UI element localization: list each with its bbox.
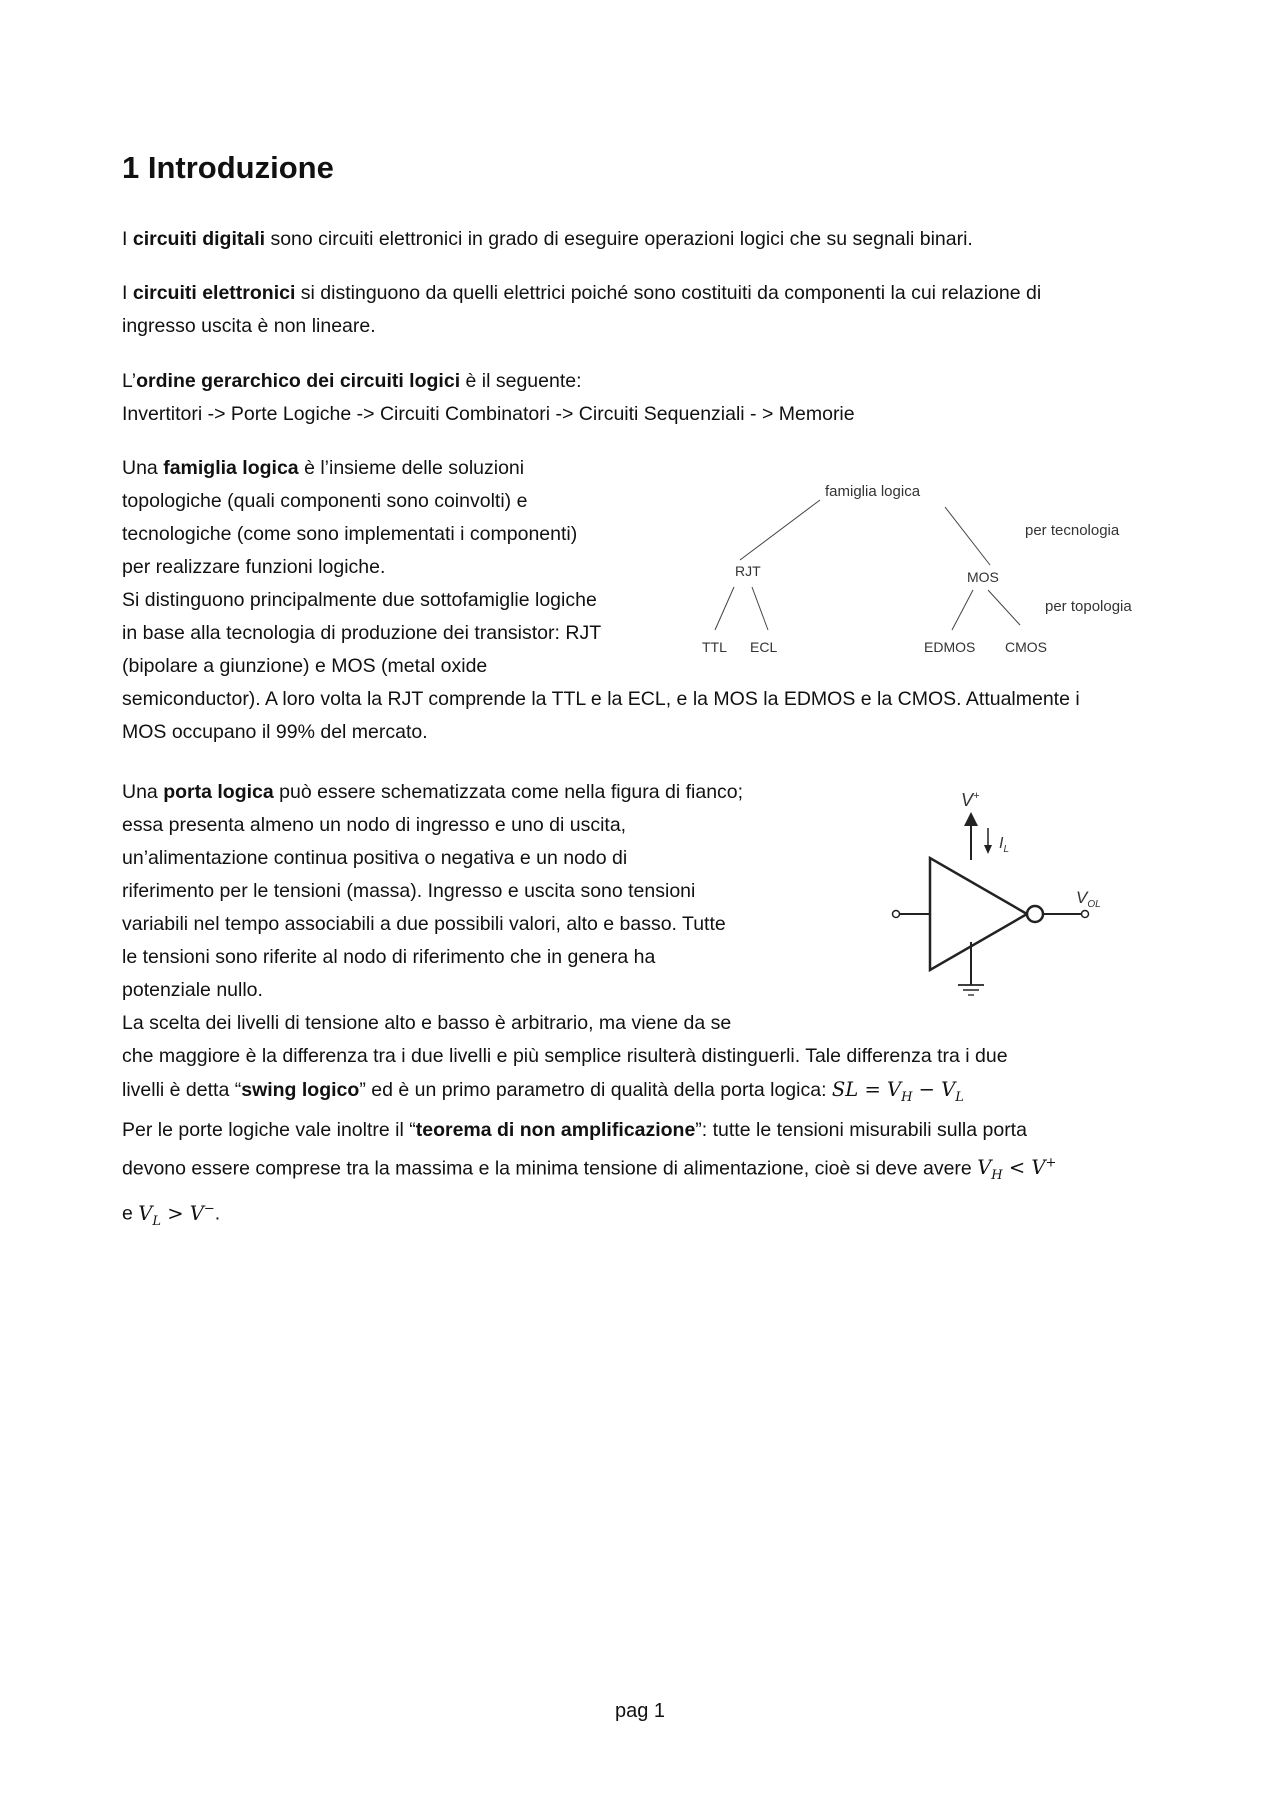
tree-edge [752, 587, 768, 630]
text: L’ [122, 370, 137, 392]
logic-family-tree-diagram [690, 475, 1170, 670]
text: Una [122, 457, 164, 479]
tree-edge [988, 590, 1020, 625]
text: e [122, 1202, 139, 1225]
vol-label: $V_{OL}$ [1076, 888, 1101, 910]
text: ”: tutte le tensioni misurabili sulla porta [695, 1118, 1027, 1141]
text: ” ed è un primo parametro di qualità della porta logica: [359, 1079, 832, 1101]
text: tecnologiche (come sono implementati i componenti) [122, 523, 578, 545]
text: semiconductor). A loro volta la RJT comprende la TTL e la ECL, e la MOS la EDMOS e la CMOS. Attualmente i [122, 688, 1080, 710]
supply-arrow-icon [964, 812, 978, 826]
text: in base alla tecnologia di produzione dei transistor: RJT [122, 622, 602, 644]
text: per realizzare funzioni logiche. [122, 556, 386, 578]
paragraph-ordine-gerarchico [122, 365, 1162, 431]
text: un’alimentazione continua positiva o negativa e un nodo di [122, 847, 628, 869]
input-node [893, 911, 900, 918]
text: Si distinguono principalmente due sottofamiglie logiche [122, 589, 597, 611]
tree-edge [740, 500, 820, 560]
tree-edge [945, 507, 990, 565]
tree-node-mos: MOS [967, 569, 999, 585]
text: riferimento per le tensioni (massa). Ingresso e uscita sono tensioni [122, 880, 696, 902]
text: I [122, 282, 133, 304]
tree-node-rjt: RJT [735, 563, 761, 579]
paragraph-circuiti-digitali [122, 223, 1162, 256]
text: che maggiore è la differenza tra i due livelli e più semplice risulterà distinguerli. Tale differenza tra i due [122, 1045, 1008, 1067]
text: è l’insieme delle soluzioni [298, 457, 525, 479]
bold-term: ordine gerarchico dei circuiti logici [136, 370, 461, 392]
bold-term: swing logico [241, 1079, 360, 1101]
swing-logico-formula: SL = $V_H - V_L$ [831, 1078, 964, 1105]
text: devono essere comprese tra la massima e la minima tensione di alimentazione, cioè si deve avere [122, 1157, 978, 1180]
text: variabili nel tempo associabili a due possibili valori, alto e basso. Tutte [122, 913, 726, 935]
vl-formula: $V_L > V^-$ [138, 1201, 215, 1229]
inverter-triangle [930, 858, 1027, 970]
inverter-bubble [1027, 906, 1043, 922]
text: le tensioni sono riferite al nodo di riferimento che in genera ha [122, 946, 656, 968]
tree-note-topologia: per topologia [1045, 598, 1132, 615]
text: I [122, 228, 133, 250]
tree-root-label: famiglia logica [825, 483, 921, 500]
text: Una [122, 781, 164, 803]
bold-term: famiglia logica [163, 457, 299, 479]
text: essa presenta almeno un nodo di ingresso e uno di uscita, [122, 814, 627, 836]
text: Per le porte logiche vale inoltre il “ [122, 1118, 416, 1141]
text: sono circuiti elettronici in grado di eseguire operazioni logici che su segnali binari. [265, 228, 973, 250]
bold-term: porta logica [163, 781, 274, 803]
text: (bipolare a giunzione) e MOS (metal oxide [122, 655, 488, 677]
section-heading: 1 Introduzione [122, 150, 334, 185]
text: MOS occupano il 99% del mercato. [122, 721, 428, 743]
text: è il seguente: [460, 370, 582, 392]
bold-term: circuiti elettronici [132, 282, 296, 304]
bold-term: teorema di non amplificazione [415, 1118, 696, 1141]
tree-note-tecnologia: per tecnologia [1025, 522, 1120, 539]
tree-node-ttl: TTL [702, 639, 727, 655]
tree-edge [715, 587, 734, 630]
text: ingresso uscita è non lineare. [122, 315, 376, 337]
text: potenziale nullo. [122, 979, 263, 1001]
output-node [1082, 911, 1089, 918]
text: livelli è detta “ [122, 1079, 242, 1101]
vplus-label: V+ [961, 790, 980, 810]
text: La scelta dei livelli di tensione alto e basso è arbitrario, ma viene da se [122, 1012, 732, 1034]
tree-node-cmos: CMOS [1005, 639, 1047, 655]
vh-formula: $V_H < V^+$ [977, 1155, 1057, 1184]
paragraph-porta-logica: Una porta logica può essere schematizzata come nella figura di fianco; essa presenta almeno un nodo di ingresso e uno di uscita, un’alimentazione continua positiva o negativa e un nodo di riferimento per le tensioni (massa). Ingresso e uscita sono tensioni variabili nel tempo associabili a due possibili valori, alto e basso. Tutte le tensioni sono riferite al nodo di riferimento che in genera ha potenziale nullo. La scelta dei livelli di tensione alto e basso è arbitrario, ma viene da se che maggiore è la differenza tra i due livelli e più semplice risulterà distinguerli. Tale differenza tra i due livelli è detta “swing logico” ed è un primo parametro di qualità della porta logica: SL = $V_H - V_L$ Per le porte logiche vale inoltre il “teorema di non amplificazione”: tutte le tensioni misurabili sulla porta devono essere comprese tra la massima e la minima tensione di alimentazione, cioè si deve avere $V_H < V^+$ e $V_L > V^-$. [122, 781, 1057, 1229]
text: può essere schematizzata come nella figura di fianco; [273, 781, 744, 803]
logic-gate-schematic [870, 780, 1110, 1010]
text: si distinguono da quelli elettrici poiché sono costituiti da componenti la cui relazione di [295, 282, 1042, 304]
tree-node-edmos: EDMOS [924, 639, 976, 655]
tree-edge [952, 590, 973, 630]
page-number: pag 1 [614, 1700, 666, 1722]
tree-node-ecl: ECL [750, 639, 778, 655]
bold-term: circuiti digitali [132, 228, 266, 250]
il-label: $I_L$ [999, 835, 1010, 855]
current-arrow-icon [984, 845, 992, 854]
paragraph-circuiti-elettronici [122, 277, 1162, 343]
text: Invertitori -> Porte Logiche -> Circuiti Combinatori -> Circuiti Sequenziali - > Memorie [122, 403, 855, 425]
text: topologiche (quali componenti sono coinvolti) e [122, 490, 528, 512]
